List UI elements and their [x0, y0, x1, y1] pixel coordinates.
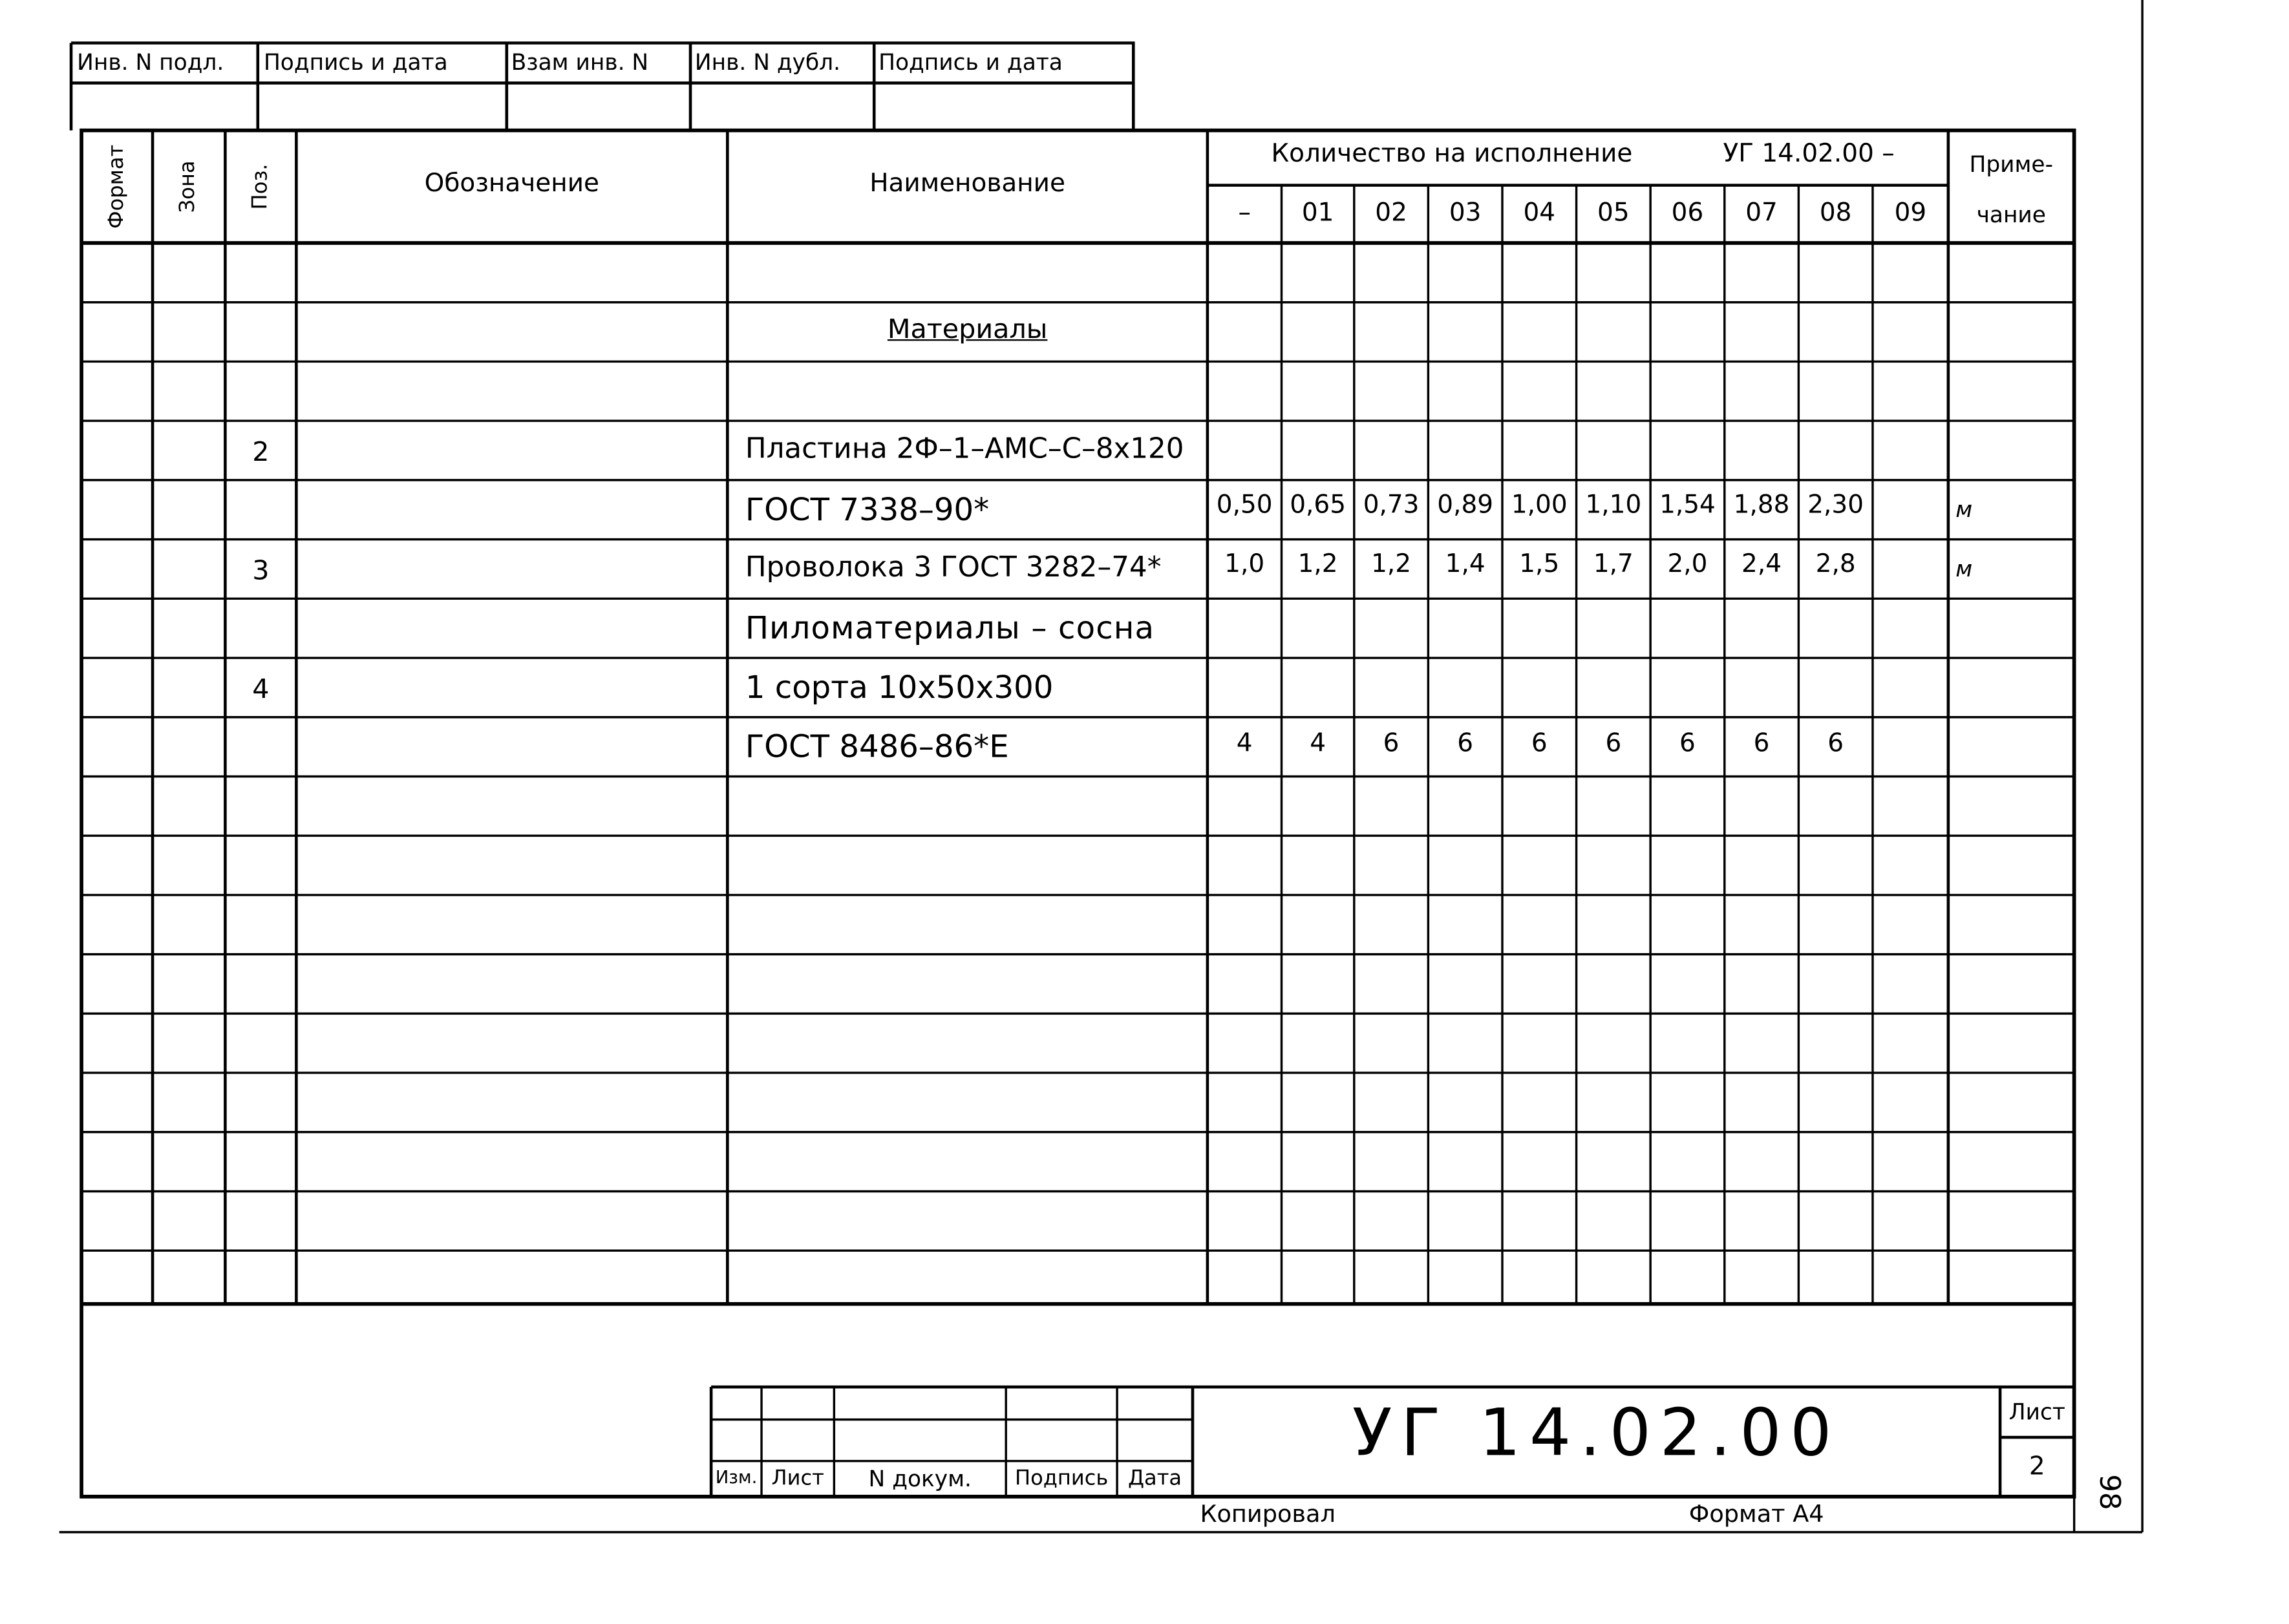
- variant-header: 02: [1375, 198, 1407, 229]
- variant-header: –: [1238, 198, 1251, 229]
- qty-cell: 4: [1310, 729, 1326, 759]
- title-label-signature: Подпись: [1014, 1466, 1109, 1491]
- header-format: Формат: [105, 144, 129, 229]
- title-label-sheet: Лист: [771, 1466, 824, 1491]
- qty-cell: 6: [1605, 729, 1622, 759]
- variant-header: 07: [1745, 198, 1778, 229]
- row-position: 4: [252, 674, 270, 706]
- header-zone: Зона: [176, 160, 200, 213]
- footer-format: Формат А4: [1688, 1499, 1824, 1528]
- variant-header: 08: [1819, 198, 1852, 229]
- variant-header: 06: [1671, 198, 1704, 229]
- stamp-label-inv-duplicate: Инв. N дубл.: [694, 48, 841, 76]
- qty-cell: 1,4: [1445, 549, 1485, 580]
- qty-cell: 6: [1383, 729, 1400, 759]
- sheet-label: Лист: [2008, 1398, 2065, 1426]
- qty-cell: 6: [1753, 729, 1770, 759]
- title-label-date: Дата: [1127, 1466, 1182, 1491]
- title-label-document-number: N докум.: [868, 1465, 972, 1492]
- qty-cell: 0,65: [1290, 490, 1347, 520]
- stamp-label-signature-date-2: Подпись и дата: [878, 48, 1063, 76]
- qty-cell: 1,2: [1371, 549, 1412, 580]
- section-heading-materials: Материалы: [887, 314, 1048, 346]
- row-name: 1 сорта 10х50х300: [745, 670, 1054, 706]
- row-name: ГОСТ 8486–86*Е: [745, 729, 1009, 765]
- qty-cell: 6: [1457, 729, 1474, 759]
- row-name: ГОСТ 7338–90*: [745, 492, 990, 528]
- row-name: Пластина 2Ф–1–АМС–С–8х120: [745, 432, 1184, 465]
- qty-cell: 1,54: [1659, 490, 1716, 520]
- variant-header: 09: [1894, 198, 1927, 229]
- variant-header: 04: [1523, 198, 1556, 229]
- qty-cell: 2,8: [1815, 549, 1856, 580]
- variant-header: 01: [1301, 198, 1334, 229]
- qty-cell: 0,50: [1216, 490, 1273, 520]
- qty-cell: 4: [1236, 729, 1253, 759]
- row-position: 3: [252, 555, 270, 587]
- qty-cell: 1,10: [1585, 490, 1642, 520]
- qty-cell: 6: [1827, 729, 1844, 759]
- variant-header: 05: [1597, 198, 1630, 229]
- row-note: м: [1955, 496, 1973, 523]
- sheet-number: 2: [2028, 1452, 2045, 1482]
- qty-cell: 1,2: [1297, 549, 1338, 580]
- header-designation: Обозначение: [424, 169, 600, 199]
- row-note: м: [1955, 555, 1973, 583]
- qty-cell: 6: [1679, 729, 1696, 759]
- qty-cell: 1,0: [1224, 549, 1265, 580]
- qty-cell: 1,00: [1511, 490, 1568, 520]
- stamp-label-inv-original: Инв. N подл.: [77, 48, 224, 76]
- qty-cell: 0,89: [1437, 490, 1494, 520]
- qty-cell: 1,88: [1733, 490, 1790, 520]
- footer-copied: Копировал: [1200, 1499, 1336, 1528]
- qty-cell: 2,0: [1667, 549, 1708, 580]
- qty-cell: 2,4: [1741, 549, 1782, 580]
- header-quantity-title: Количество на исполнение: [1271, 139, 1633, 169]
- stamp-label-signature-date-1: Подпись и дата: [263, 48, 448, 76]
- row-name: Пиломатериалы – сосна: [745, 610, 1155, 646]
- stamp-label-replacement-inv: Взам инв. N: [511, 48, 649, 76]
- row-position: 2: [252, 437, 270, 469]
- header-name: Наименование: [869, 169, 1065, 199]
- header-note-line1: Приме-: [1969, 151, 2054, 178]
- header-position: Поз.: [249, 163, 273, 210]
- header-quantity-document: УГ 14.02.00 –: [1723, 139, 1895, 169]
- page-number: 98: [2092, 1474, 2125, 1510]
- row-name: Проволока 3 ГОСТ 3282–74*: [745, 551, 1162, 584]
- qty-cell: 6: [1531, 729, 1548, 759]
- header-note-line2: чание: [1976, 201, 2046, 229]
- title-label-change: Изм.: [715, 1466, 758, 1488]
- qty-cell: 2,30: [1807, 490, 1864, 520]
- document-designation: УГ 14.02.00: [1352, 1395, 1841, 1471]
- variant-header: 03: [1449, 198, 1482, 229]
- qty-cell: 0,73: [1363, 490, 1420, 520]
- qty-cell: 1,7: [1593, 549, 1634, 580]
- qty-cell: 1,5: [1519, 549, 1560, 580]
